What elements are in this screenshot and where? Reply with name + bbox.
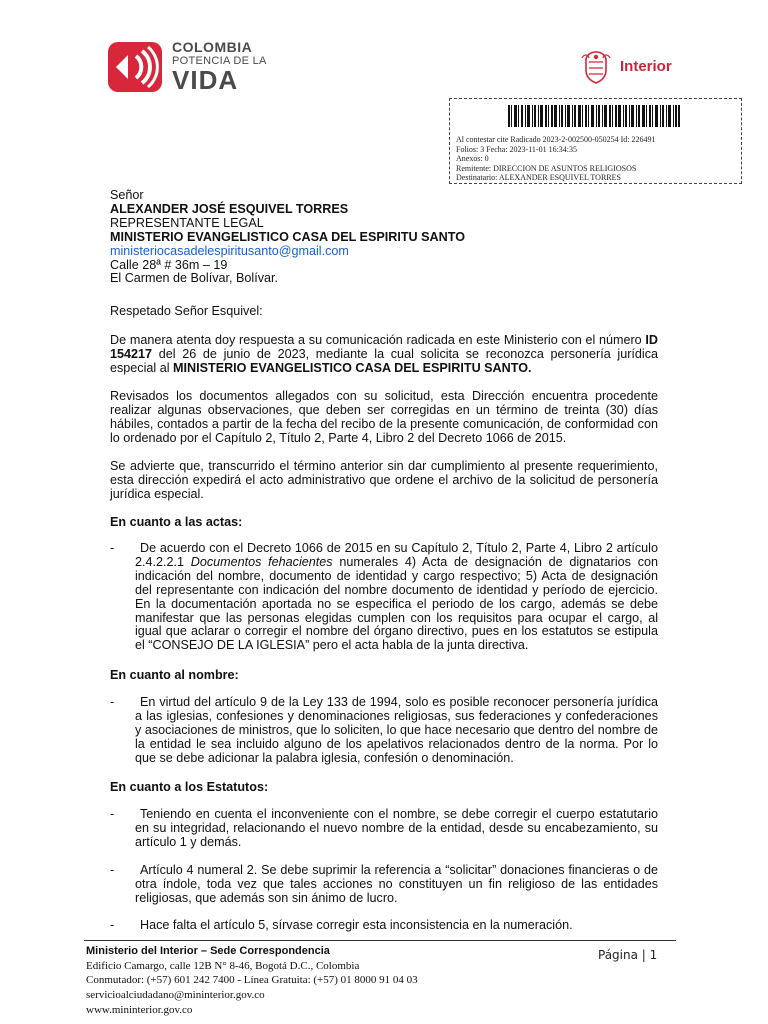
paragraph-text: De manera atenta doy respuesta a su comunicación radicada en este Ministerio con el número: [110, 333, 646, 347]
radicado-line: Folios: 3 Fecha: 2023-11-01 16:34:35: [456, 144, 578, 154]
list-item: [110, 864, 658, 906]
list-item-text: Artículo 4 numeral 2. Se debe suprimir la referencia a “solicitar” donaciones financieras o de otra índole, toda vez que tales acciones no constituyen un fin religioso de las entidades religiosas, que además son sin ánimo de lucro.: [135, 863, 658, 905]
paragraph-intro: [110, 334, 658, 376]
list-item: [110, 542, 658, 653]
recipient-role: REPRESENTANTE LEGAL: [110, 215, 264, 230]
organization-name: MINISTERIO EVANGELISTICO CASA DEL ESPIRITU SANTO.: [173, 360, 532, 375]
footer-address: Edificio Camargo, calle 12B N° 8-46, Bogotá D.C., Colombia: [86, 959, 360, 972]
section-heading-nombre: En cuanto al nombre:: [110, 668, 239, 682]
paragraph-text: del 26 de junio de 2023, mediante la cual solicita se reconozca personería jurídica especial al: [110, 346, 658, 375]
list-item: [110, 696, 658, 766]
national-shield-icon: [580, 50, 612, 84]
logo-line-vida: VIDA: [172, 65, 239, 95]
radicado-line: Destinatario: ALEXANDER ESQUIVEL TORRES: [456, 173, 621, 183]
radicado-line: Remitente: DIRECCION DE ASUNTOS RELIGIOSOS: [456, 163, 637, 173]
list-item-text: numerales 4) Acta de designación de dignatarios con indicación del nombre, documento de identidad y cargo respectivo; 5) Acta de designación del representante con indicación del nombre documento de identidad y período de ejercicio. En la documentación aportada no se especifica el periodo de los cargo, además se debe manifestar que las personas elegidas cumplen con los requisitos para ocupar el cargo, al igual que aclarar o corregir el nombre del órgano directivo, pues en los estatutos se estipula el “CONSEJO DE LA IGLESIA” pero el acta habla de la junta directiva.: [135, 554, 658, 653]
recipient-name: ALEXANDER JOSÉ ESQUIVEL TORRES: [110, 201, 349, 216]
barcode-icon: [508, 105, 680, 127]
page-number: Página | 1: [598, 948, 658, 962]
recipient-block: [110, 189, 658, 286]
footer: [86, 944, 418, 1018]
footer-divider: [84, 940, 676, 941]
bullet-dash: -: [110, 807, 115, 821]
radicado-line: Anexos: 0: [456, 154, 489, 164]
section-heading-actas: En cuanto a las actas:: [110, 515, 243, 529]
logo-line-potencia: POTENCIA DE LA: [172, 55, 267, 67]
interior-wordmark: Interior: [620, 58, 672, 75]
greeting: Respetado Señor Esquivel:: [110, 304, 263, 318]
bullet-dash: -: [110, 918, 115, 932]
radicado-stamp: [449, 98, 742, 184]
request-id: ID 154217: [110, 333, 658, 361]
footer-email-link[interactable]: servicioalciudadano@mininterior.gov.co: [86, 988, 265, 1001]
list-item: [110, 808, 658, 850]
colombia-potencia-logo-icon: [108, 42, 162, 92]
radicado-line: Al contestar cite Radicado 2023-2-002500-050254 Id: 226491: [456, 135, 656, 144]
logo-line-colombia: COLOMBIA: [172, 39, 253, 55]
recipient-email-link[interactable]: ministeriocasadelespiritusanto@gmail.com: [110, 243, 349, 258]
list-item-text: Teniendo en cuenta el inconveniente con el nombre, se debe corregir el cuerpo estatutario en su integridad, relacionando el nuevo nombre de la entidad, desde su encabezamiento, su artículo 1 y demás.: [135, 807, 658, 849]
bullet-dash: -: [110, 863, 115, 877]
section-heading-estatutos: En cuanto a los Estatutos:: [110, 780, 269, 794]
paragraph-warning: Se advierte que, transcurrido el término anterior sin dar cumplimiento al presente requerimiento, esta dirección expedirá el acto administrativo que ordene el archivo de la solicitud de personería jurídica especial.: [110, 459, 658, 501]
colombia-potencia-logo: [108, 40, 268, 96]
bullet-dash: -: [110, 541, 115, 555]
salutation: Señor: [110, 188, 144, 202]
footer-website-link[interactable]: www.mininterior.gov.co: [86, 1003, 193, 1016]
list-item-text: Hace falta el artículo 5, sírvase corregir esta inconsistencia en la numeración.: [140, 918, 573, 932]
list-item-text: En virtud del artículo 9 de la Ley 133 de 1994, solo es posible reconocer personería jurídica a las iglesias, confesiones y denominaciones religiosas, sus federaciones y confederaciones y asociaciones de ministros, que lo soliciten, lo que hace necesario que dentro del nombre de la entidad le sea incluido alguno de los apelativos relacionados dentro de la norma. Por lo que se debe adicionar la palabra iglesia, confesión o denominación.: [135, 695, 658, 765]
recipient-city: El Carmen de Bolívar, Bolívar.: [110, 271, 278, 286]
recipient-address: Calle 28ª # 36m – 19: [110, 257, 228, 272]
list-item-italic: Documentos fehacientes: [190, 554, 333, 569]
list-item-text: De acuerdo con el Decreto 1066 de 2015 en su Capítulo 2, Título 2, Parte 4, Libro 2 artículo 2.4.2.2.1: [135, 541, 658, 569]
recipient-organization: MINISTERIO EVANGELISTICO CASA DEL ESPIRITU SANTO: [110, 229, 465, 244]
bullet-dash: -: [110, 695, 115, 709]
list-item: [110, 919, 658, 933]
footer-phones: Conmutador: (+57) 601 242 7400 - Línea Gratuita: (+57) 01 8000 91 04 03: [86, 973, 418, 986]
paragraph-observations: Revisados los documentos allegados con su solicitud, esta Dirección encuentra procedente realizar algunas observaciones, que deben ser corregidas en un término de treinta (30) días hábiles, contados a partir de la fecha del recibo de la presente comunicación, de conformidad con lo ordenado por el Capítulo 2, Título 2, Parte 4, Libro 2 del Decreto 1066 de 2015.: [110, 389, 658, 445]
footer-title: Ministerio del Interior – Sede Correspondencia: [86, 945, 330, 957]
